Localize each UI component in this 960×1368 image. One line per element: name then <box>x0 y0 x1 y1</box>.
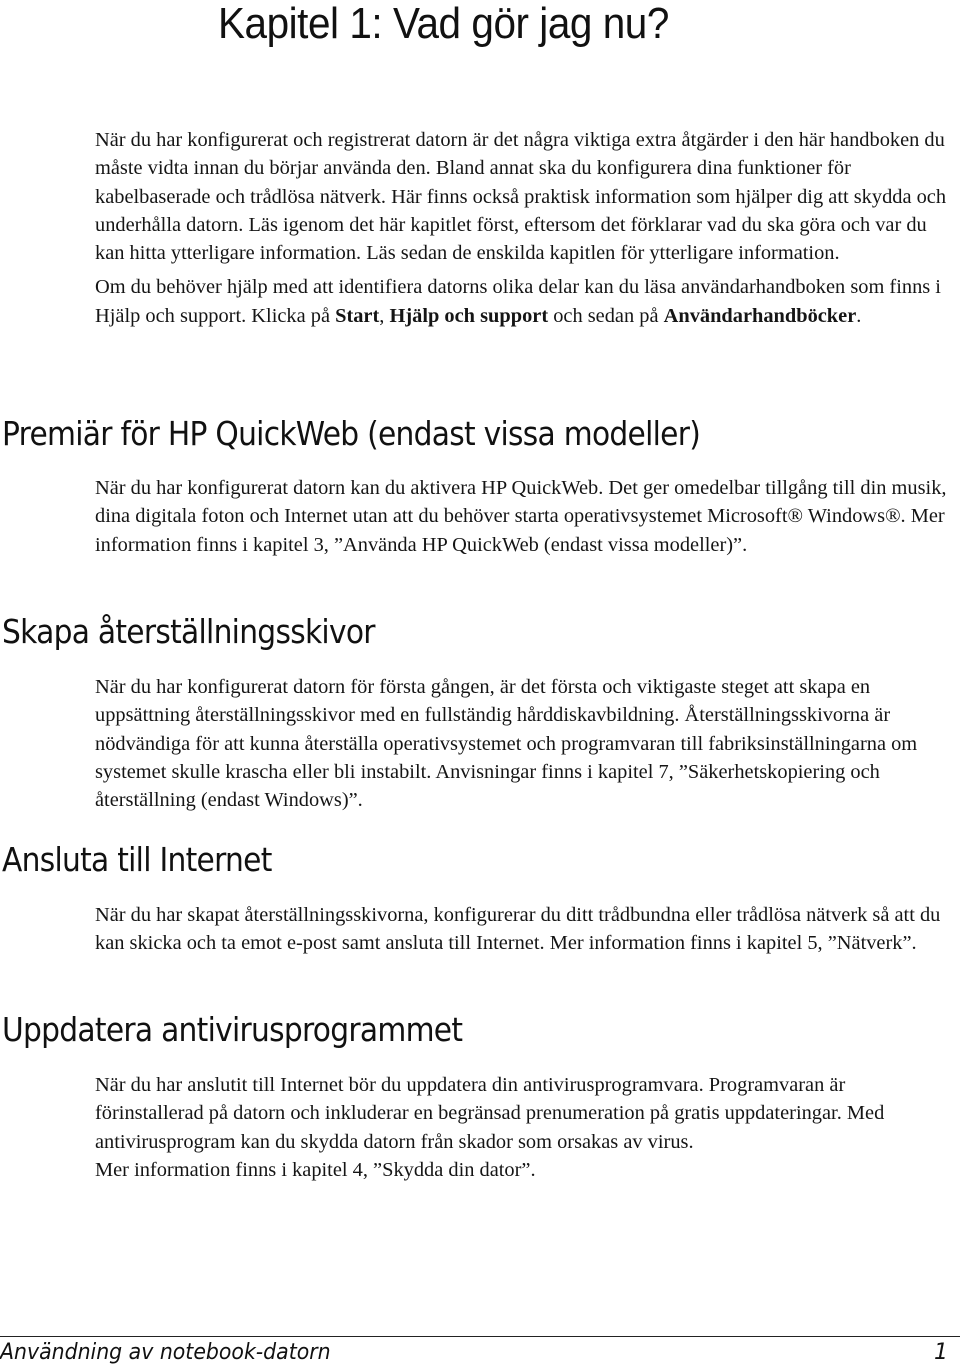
section-heading-recovery-discs: Skapa återställningsskivor <box>2 612 375 651</box>
user-guides-reference: Användarhandböcker <box>663 304 857 327</box>
intro-paragraph-2 <box>95 273 955 330</box>
section-internet <box>95 901 955 958</box>
footer-page-number: 1 <box>934 1340 948 1365</box>
start-menu-reference: Start <box>335 304 380 327</box>
section-heading-antivirus: Uppdatera antivirusprogrammet <box>2 1010 463 1049</box>
footer-divider <box>0 1336 960 1337</box>
footer-document-title: Användning av notebook-datorn <box>0 1340 331 1365</box>
section-recovery-discs-body: När du har konfigurerat datorn för första gången, är det första och viktigaste steget att skapa en uppsättning återställningsskivor med en fullständig hårddiskavbildning. Återställningsskivorna är nödvändiga för att kunna återställa operativsystemet och programvaran till fabriksinställningarna om systemet skulle krascha eller bli instabilt. Anvisningar finns i kapitel 7, ”Säkerhetskopiering och återställning (endast Windows)”. <box>95 676 918 812</box>
chapter-title: Kapitel 1: Vad gör jag nu? <box>218 0 669 48</box>
intro-p2-text-1: Om du behöver hjälp med att identifiera datorns olika delar kan du läsa användarhandboken som finns i Hjälp och support. Klicka på <box>95 276 941 327</box>
section-antivirus-body-1: När du har anslutit till Internet bör du uppdatera din antivirusprogramvara. Programvaran är förinstallerad på datorn och inkluderar en begränsad prenumeration på gratis uppdateringar. Med antivirusprogram kan du skydda datorn från skador som orsakas av virus. <box>95 1074 885 1153</box>
section-quickweb-body: När du har konfigurerat datorn kan du aktivera HP QuickWeb. Det ger omedelbar tillgång till din musik, dina digitala foton och Internet utan att du behöver starta operativsystemet Microsoft® Windows®. Mer information finns i kapitel 3, ”Använda HP QuickWeb (endast vissa modeller)”. <box>95 477 947 556</box>
intro-p2-separator: , <box>379 304 390 327</box>
intro-paragraph-1: När du har konfigurerat och registrerat datorn är det några viktiga extra åtgärder i den här handboken du måste vidta innan du börjar använda den. Bland annat ska du konfigurera dina funktioner för kabelbaserade och trådlösa nätverk. Här finns också praktisk information som hjälper dig att skydda och underhålla datorn. Läs igenom det här kapitlet först, eftersom det förklarar vad du ska göra och var du kan hitta ytterligare information. Läs sedan de enskilda kapitlen för ytterligare information. <box>95 129 947 265</box>
section-antivirus <box>95 1071 955 1184</box>
help-support-reference: Hjälp och support <box>389 304 549 327</box>
intro-p2-text-2: och sedan på <box>548 304 664 327</box>
section-internet-body: När du har skapat återställningsskivorna, konfigurerar du ditt trådbundna eller trådlösa nätverk så att du kan skicka och ta emot e-post samt ansluta till Internet. Mer information finns i kapitel 5, ”Nätverk”. <box>95 904 941 955</box>
section-antivirus-body-2: Mer information finns i kapitel 4, ”Skydda din dator”. <box>95 1158 536 1181</box>
section-quickweb <box>95 474 955 559</box>
section-heading-quickweb: Premiär för HP QuickWeb (endast vissa modeller) <box>2 414 701 453</box>
section-heading-internet: Ansluta till Internet <box>2 840 272 879</box>
intro-section <box>95 126 955 330</box>
section-recovery-discs <box>95 673 955 814</box>
intro-p2-end: . <box>856 304 862 327</box>
